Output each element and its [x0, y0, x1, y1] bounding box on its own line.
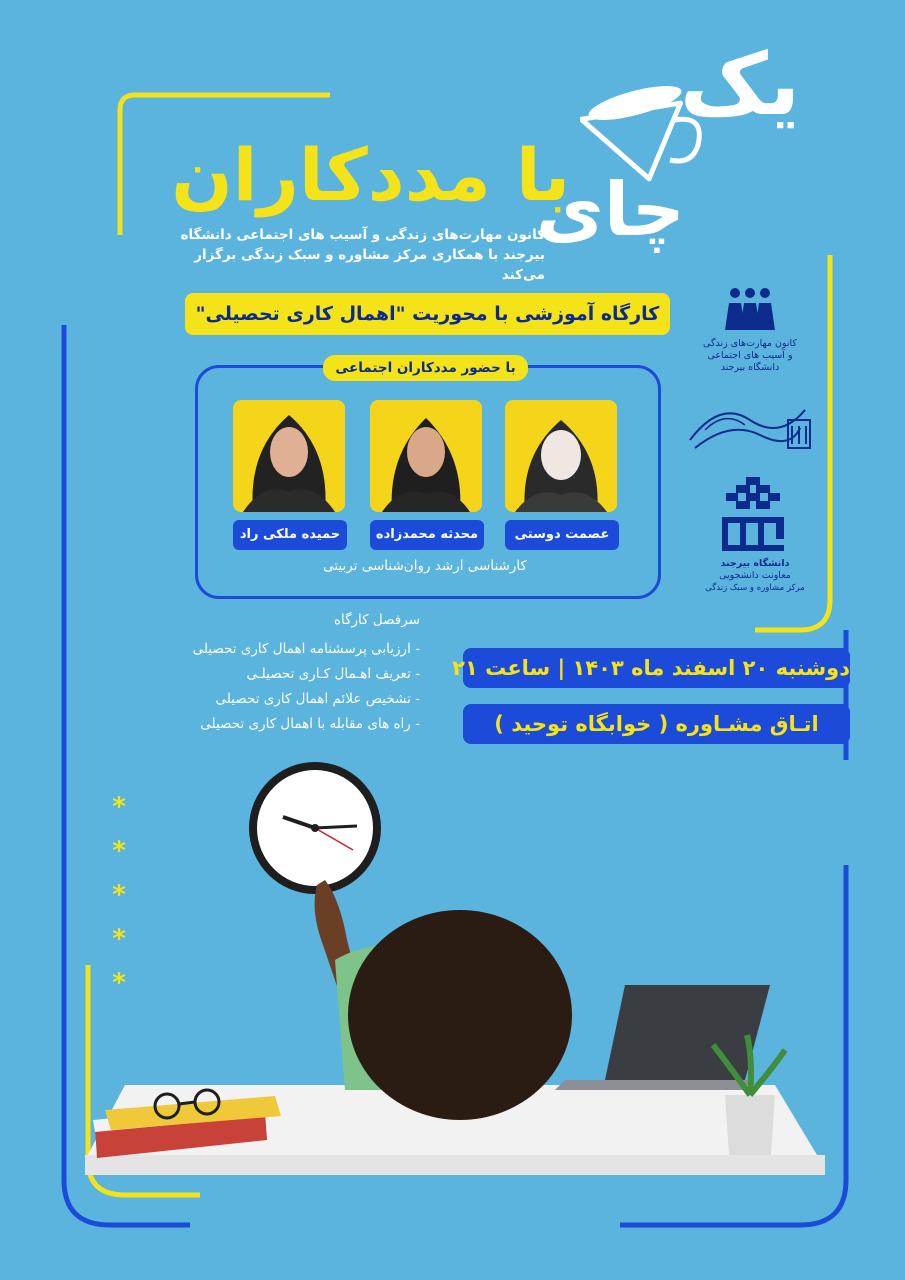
title-line-2: چای [536, 167, 685, 253]
desk-scene [85, 760, 825, 1175]
counseling-center-logo-icon [680, 390, 820, 460]
speaker-2-avatar-icon [370, 400, 482, 512]
star: * [112, 836, 126, 866]
outline-item: - تشخیص علائم اهمال کاری تحصیلی [215, 691, 420, 707]
star: * [112, 968, 126, 998]
intro-text: کانون مهارت‌های زندگی و آسیب های اجتماعی دانشگاه بیرجند با همکاری مرکز مشاوره و سبک زندگی برگزار می‌کند [180, 227, 545, 283]
kanoon-logo-icon [725, 285, 775, 335]
speakers-panel-tag: با حضور مددکاران اجتماعی [323, 355, 528, 381]
speaker-photo-3 [233, 400, 345, 512]
outline-heading: سرفصل کارگاه [333, 612, 420, 628]
outline-item: - ارزیابی پرسشنامه اهمال کاری تحصیلی [192, 641, 420, 657]
speaker-1-avatar-icon [505, 400, 617, 512]
workshop-outline [180, 608, 420, 737]
university-logo-icon [718, 475, 788, 555]
tea-cup-icon [580, 75, 710, 195]
date-time-box: دوشنبه ۲۰ اسفند ماه ۱۴۰۳ | ساعت ۲۱ [463, 648, 850, 688]
speaker-photo-1 [505, 400, 617, 512]
location-box: اتـاق مشـاوره ( خوابگاه توحید ) [463, 704, 850, 744]
speaker-role: کارشناسی ارشد روان‌شناسی تربیتی [323, 558, 527, 574]
workshop-banner: کارگاه آموزشی با محوریت "اهمال کاری تحصیلی" [185, 293, 670, 335]
kanoon-logo-text: کانون مهارت‌های زندگی و آسیب های اجتماعی دانشگاه بیرجند [703, 338, 797, 373]
outline-item: - تعریف اهـمال کـاری تحصیلـی [246, 666, 420, 682]
university-name: دانشگاه بیرجند [720, 558, 790, 569]
speaker-name-2: محدثه محمدزاده [370, 520, 484, 550]
star: * [112, 880, 126, 910]
university-center: مرکز مشاوره و سبک زندگی [705, 583, 805, 593]
speaker-photo-2 [370, 400, 482, 512]
star: * [112, 792, 126, 822]
outline-item: - راه های مقابله با اهمال کاری تحصیلی [200, 716, 420, 732]
university-deputy: معاونت دانشجویی [719, 570, 791, 581]
title-line-1: یک [679, 35, 801, 135]
wall-clock-icon [249, 762, 381, 894]
speaker-3-avatar-icon [233, 400, 345, 512]
speaker-name-1: عصمت دوستی [505, 520, 619, 550]
title-line-3: با مددکاران [171, 133, 570, 217]
speaker-name-3: حمیده ملکی راد [233, 520, 347, 550]
star: * [112, 924, 126, 954]
